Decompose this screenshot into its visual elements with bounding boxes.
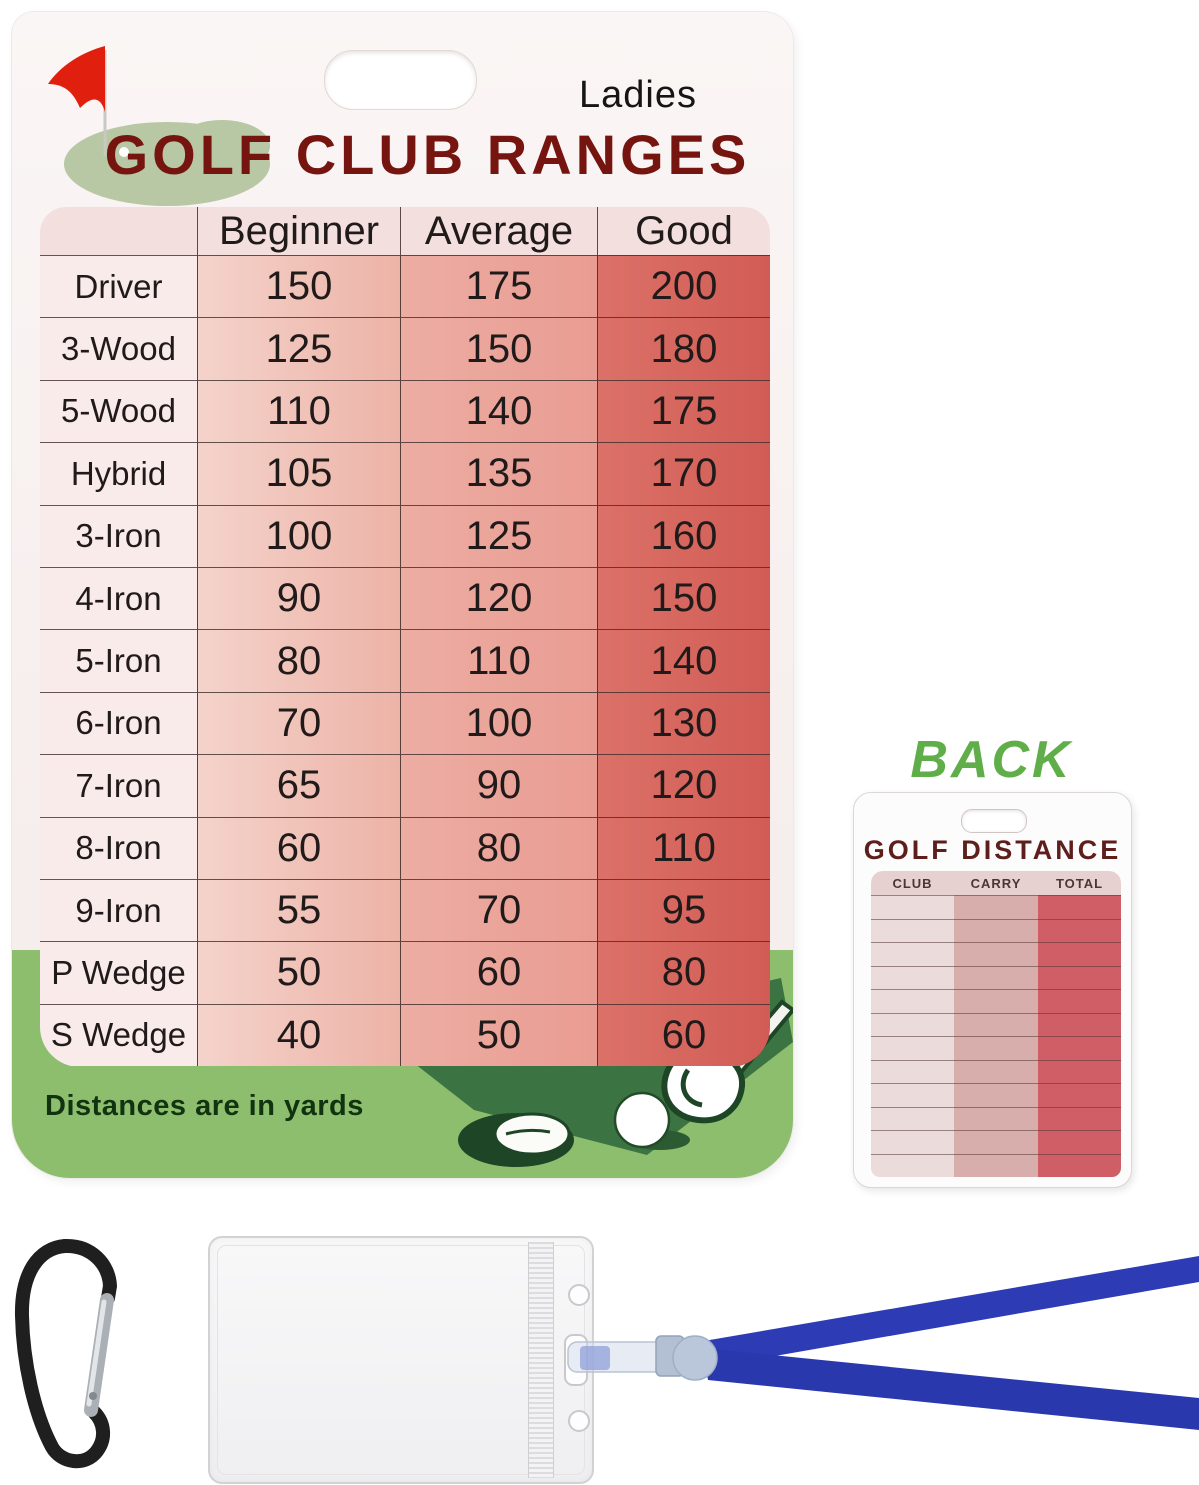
back-empty-cell	[1038, 1154, 1121, 1178]
front-distance-cell: 175	[597, 380, 770, 442]
back-empty-cell	[871, 989, 954, 1013]
back-empty-cell	[871, 1154, 954, 1178]
front-distance-cell: 50	[197, 941, 400, 1003]
back-empty-cell	[954, 1107, 1038, 1131]
back-empty-cell	[871, 1036, 954, 1060]
front-distance-cell: 125	[400, 505, 597, 567]
back-empty-cell	[871, 1060, 954, 1084]
front-club-cell: 8-Iron	[40, 817, 197, 879]
carabiner-clip-icon	[8, 1236, 120, 1484]
lanyard-button	[673, 1336, 717, 1380]
front-distance-cell: 60	[400, 941, 597, 1003]
front-club-cell: Hybrid	[40, 442, 197, 504]
lanyard-strap-upper	[698, 1256, 1199, 1368]
front-header-cell: Average	[400, 207, 597, 255]
front-distance-cell: 160	[597, 505, 770, 567]
back-empty-cell	[1038, 1083, 1121, 1107]
front-reference-card	[12, 12, 793, 1178]
back-header-cell: CLUB	[871, 871, 954, 895]
front-distance-cell: 120	[597, 754, 770, 816]
front-distance-cell: 140	[597, 629, 770, 691]
back-empty-cell	[1038, 895, 1121, 919]
back-empty-cell	[1038, 942, 1121, 966]
back-empty-cell	[871, 1107, 954, 1131]
front-distance-cell: 50	[400, 1004, 597, 1066]
back-empty-cell	[1038, 1060, 1121, 1084]
back-empty-cell	[954, 1060, 1038, 1084]
back-empty-cell	[1038, 1107, 1121, 1131]
back-empty-cell	[1038, 1036, 1121, 1060]
back-empty-cell	[954, 989, 1038, 1013]
front-club-cell: 4-Iron	[40, 567, 197, 629]
back-hang-slot-cutout	[961, 809, 1027, 833]
front-distance-cell: 100	[400, 692, 597, 754]
back-empty-cell	[871, 1130, 954, 1154]
front-distance-cell: 60	[197, 817, 400, 879]
front-club-cell: 9-Iron	[40, 879, 197, 941]
front-distance-cell: 110	[197, 380, 400, 442]
front-distance-cell: 140	[400, 380, 597, 442]
front-distance-cell: 40	[197, 1004, 400, 1066]
zip-seal-strip	[528, 1242, 554, 1478]
back-empty-cell	[871, 895, 954, 919]
back-empty-cell	[954, 966, 1038, 990]
back-empty-cell	[1038, 919, 1121, 943]
gate-rivet	[89, 1392, 97, 1400]
clear-badge-pouch	[208, 1236, 594, 1484]
front-distance-cell: 70	[197, 692, 400, 754]
front-distance-cell: 60	[597, 1004, 770, 1066]
lanyard-strap-lower	[702, 1348, 1199, 1430]
back-empty-cell	[871, 942, 954, 966]
front-distance-cell: 150	[400, 317, 597, 379]
front-distance-cell: 80	[400, 817, 597, 879]
front-distance-cell: 55	[197, 879, 400, 941]
front-distance-cell: 175	[400, 255, 597, 317]
front-club-cell: Driver	[40, 255, 197, 317]
front-distance-cell: 65	[197, 754, 400, 816]
front-card-title: GOLF CLUB RANGES	[104, 123, 751, 186]
front-distance-cell: 110	[400, 629, 597, 691]
front-distance-cell: 80	[197, 629, 400, 691]
back-empty-cell	[1038, 1013, 1121, 1037]
front-header-cell: Good	[597, 207, 770, 255]
front-distance-cell: 100	[197, 505, 400, 567]
back-header-cell: CARRY	[954, 871, 1038, 895]
front-distance-cell: 90	[197, 567, 400, 629]
distances-footnote: Distances are in yards	[45, 1090, 364, 1122]
back-reference-card	[853, 792, 1132, 1188]
front-distance-cell: 150	[197, 255, 400, 317]
front-distance-cell: 90	[400, 754, 597, 816]
back-side-label: BACK	[910, 731, 1073, 789]
back-empty-cell	[871, 919, 954, 943]
carabiner-top	[65, 1246, 110, 1298]
back-card-title: GOLF DISTANCE	[863, 835, 1122, 865]
red-flag-icon	[48, 46, 105, 112]
front-distance-cell: 95	[597, 879, 770, 941]
front-distance-cell: 130	[597, 692, 770, 754]
front-distance-cell: 70	[400, 879, 597, 941]
clear-clip	[568, 1342, 668, 1372]
front-distance-cell: 110	[597, 817, 770, 879]
front-table	[40, 207, 770, 1067]
back-table	[871, 871, 1121, 1177]
back-empty-cell	[954, 1036, 1038, 1060]
back-empty-cell	[871, 966, 954, 990]
front-distance-cell: 150	[597, 567, 770, 629]
hang-slot-cutout	[324, 50, 477, 110]
back-empty-cell	[954, 895, 1038, 919]
front-club-cell: 7-Iron	[40, 754, 197, 816]
back-empty-cell	[954, 1154, 1038, 1178]
back-empty-cell	[954, 1083, 1038, 1107]
blue-lanyard	[560, 1230, 1199, 1485]
front-club-cell: 5-Wood	[40, 380, 197, 442]
front-club-cell: 6-Iron	[40, 692, 197, 754]
back-empty-cell	[1038, 966, 1121, 990]
front-club-cell: 3-Iron	[40, 505, 197, 567]
front-distance-cell: 135	[400, 442, 597, 504]
carabiner-body	[22, 1246, 103, 1461]
front-header-cell: Beginner	[197, 207, 400, 255]
back-header-cell: TOTAL	[1038, 871, 1121, 895]
back-empty-cell	[954, 942, 1038, 966]
back-empty-cell	[871, 1083, 954, 1107]
back-empty-cell	[954, 1013, 1038, 1037]
front-club-cell: 5-Iron	[40, 629, 197, 691]
front-distance-cell: 180	[597, 317, 770, 379]
front-distance-cell: 170	[597, 442, 770, 504]
back-empty-cell	[1038, 989, 1121, 1013]
front-distance-cell: 200	[597, 255, 770, 317]
front-club-cell: S Wedge	[40, 1004, 197, 1066]
front-distance-cell: 105	[197, 442, 400, 504]
ladies-label: Ladies	[579, 74, 697, 116]
front-club-cell: P Wedge	[40, 941, 197, 1003]
front-distance-cell: 120	[400, 567, 597, 629]
back-empty-cell	[954, 919, 1038, 943]
front-distance-cell: 125	[197, 317, 400, 379]
back-empty-cell	[1038, 1130, 1121, 1154]
back-empty-cell	[954, 1130, 1038, 1154]
back-empty-cell	[871, 1013, 954, 1037]
front-header-cell	[40, 207, 197, 255]
front-club-cell: 3-Wood	[40, 317, 197, 379]
golf-ball-icon	[615, 1093, 669, 1147]
front-distance-cell: 80	[597, 941, 770, 1003]
